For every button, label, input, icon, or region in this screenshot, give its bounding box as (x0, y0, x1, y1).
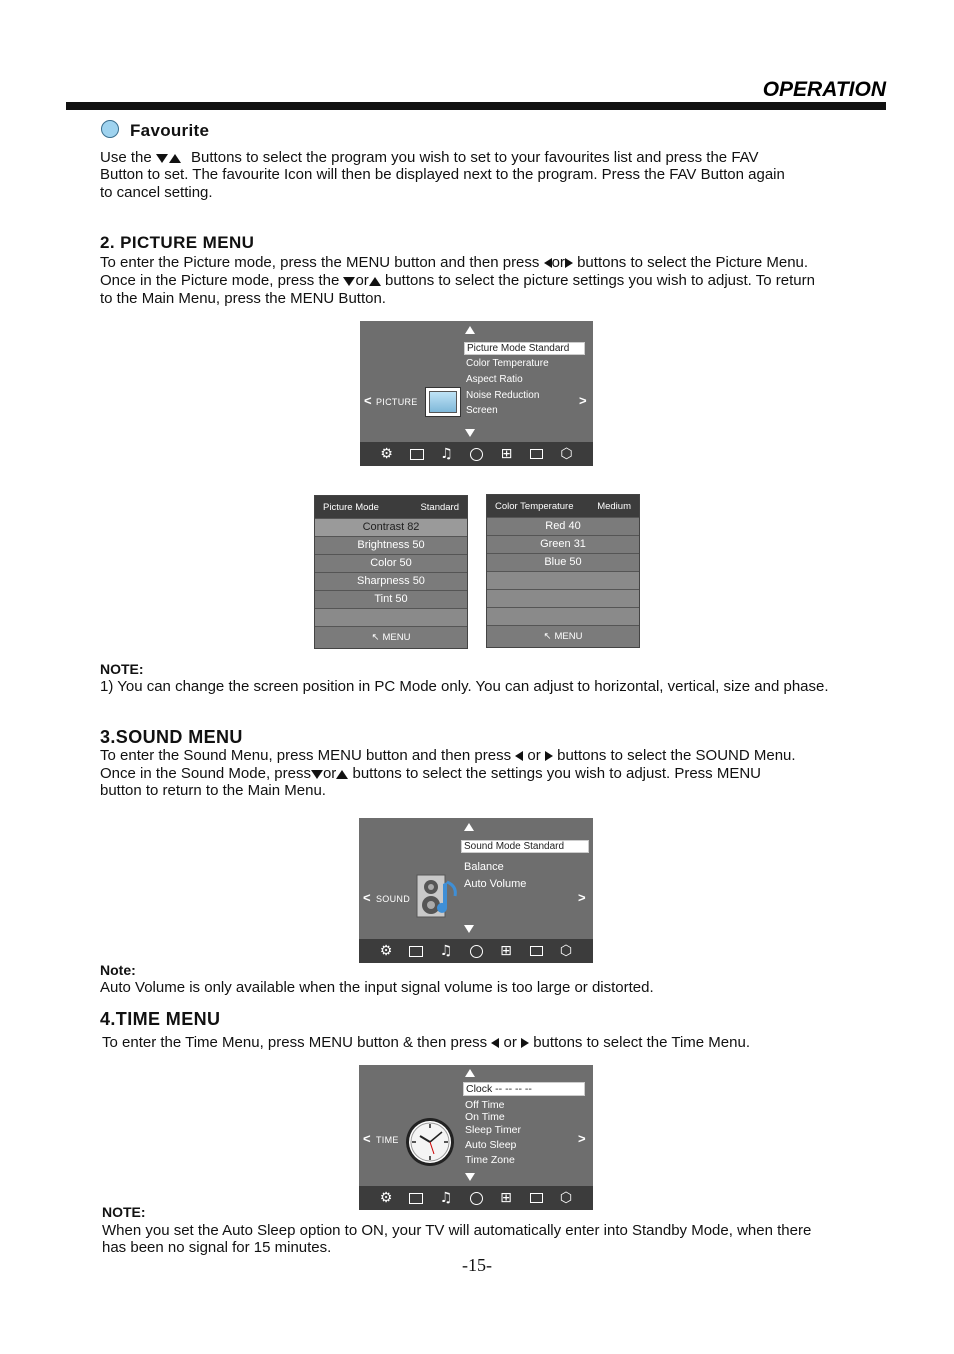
clock-icon[interactable] (466, 445, 487, 463)
osd-item[interactable]: Balance (464, 861, 504, 873)
picture-osd-panel (360, 321, 593, 466)
osd-item-selected[interactable]: Sound Mode Standard (461, 840, 589, 853)
lock-icon[interactable] (526, 942, 547, 960)
bullet-icon (101, 120, 119, 138)
sound-line-1 (100, 747, 796, 765)
submenu-row[interactable]: Contrast 82 (315, 518, 467, 536)
submenu-header-label: Picture Mode (323, 501, 379, 513)
sound-line-3: button to return to the Main Menu. (100, 782, 326, 799)
picture-mode-submenu (314, 495, 468, 649)
text-fragment: buttons to select the SOUND Menu. (557, 747, 796, 764)
page-header-title: OPERATION (762, 78, 886, 101)
time-osd-panel (359, 1065, 593, 1210)
submenu-row (315, 608, 467, 626)
submenu-row[interactable]: Blue 50 (487, 553, 639, 571)
picture-note-label: NOTE: (100, 661, 144, 677)
down-arrow-icon (343, 277, 355, 286)
osd-item[interactable]: Noise Reduction (466, 390, 540, 401)
up-arrow-icon (169, 154, 181, 163)
prev-icon: < (363, 890, 371, 905)
osd-item[interactable]: On Time (465, 1111, 505, 1123)
next-icon: > (578, 1131, 586, 1146)
submenu-row[interactable]: Sharpness 50 (315, 572, 467, 590)
favourite-line-1 (100, 149, 759, 167)
header-divider (66, 102, 886, 110)
osd-item-selected[interactable]: Clock -- -- -- -- (463, 1082, 585, 1096)
submenu-row (487, 571, 639, 589)
left-arrow-icon (491, 1038, 499, 1048)
right-arrow-icon (545, 751, 553, 761)
clock-icon[interactable] (466, 942, 487, 960)
page-number: -15- (462, 1255, 492, 1275)
text-fragment: To enter the Time Menu, press MENU button & then press (102, 1034, 488, 1051)
picture-menu-title: 2. PICTURE MENU (100, 233, 255, 252)
text-fragment: Once in the Picture mode, press the (100, 272, 340, 289)
submenu-header (487, 495, 639, 517)
text-fragment: Once in the Sound Mode, press (100, 765, 311, 782)
submenu-footer[interactable] (487, 625, 639, 647)
time-note-label: NOTE: (102, 1204, 146, 1220)
submenu-row[interactable]: Color 50 (315, 554, 467, 572)
lock-icon[interactable] (526, 1189, 547, 1207)
time-line-1 (102, 1034, 750, 1052)
cube-icon[interactable]: ⬡ (559, 1190, 573, 1206)
time-note-line-2: has been no signal for 15 minutes. (102, 1239, 332, 1256)
down-arrow-icon (465, 429, 475, 437)
gear-icon[interactable]: ⚙ (379, 1190, 393, 1206)
osd-item[interactable]: Color Temperature (466, 358, 549, 369)
osd-menu-bar (360, 442, 593, 466)
text-fragment: Buttons to select the program you wish to set to your favourites list and press the FAV (191, 149, 759, 166)
picture-line-2 (100, 272, 815, 290)
osd-item[interactable]: Sleep Timer (465, 1124, 522, 1136)
picture-line-1 (100, 254, 808, 272)
speaker-icon (411, 870, 463, 922)
picture-line-3: to the Main Menu, press the MENU Button. (100, 290, 386, 307)
up-arrow-icon (369, 277, 381, 286)
text-fragment: To enter the Picture mode, press the MENU button and then press (100, 254, 540, 271)
osd-menu-bar (359, 1186, 593, 1210)
favourite-line-2: Button to set. The favourite Icon will then be displayed next to the program. Press the FAV Button again (100, 166, 785, 183)
osd-item[interactable]: Auto Volume (464, 878, 527, 890)
lock-icon[interactable] (526, 445, 547, 463)
tv-icon[interactable] (406, 445, 427, 463)
submenu-header-label: Color Temperature (495, 500, 574, 512)
up-arrow-icon (465, 326, 475, 334)
submenu-row[interactable]: Tint 50 (315, 590, 467, 608)
down-arrow-icon (156, 154, 168, 163)
favourite-title: Favourite (130, 121, 210, 140)
left-arrow-icon (515, 751, 523, 761)
submenu-row[interactable]: Red 40 (487, 517, 639, 535)
next-icon: > (578, 890, 586, 905)
tv-icon[interactable] (406, 1189, 427, 1207)
time-note-line-1: When you set the Auto Sleep option to ON, your TV will automatically enter into Standby Mode, when there (102, 1222, 812, 1239)
sound-note-label: Note: (100, 962, 136, 978)
tv-icon[interactable] (406, 942, 427, 960)
osd-label: PICTURE (376, 397, 418, 407)
sound-line-2 (100, 765, 761, 783)
grid-icon[interactable]: ⊞ (500, 943, 512, 959)
sound-osd-panel (359, 818, 593, 963)
text-fragment: buttons to select the Time Menu. (533, 1034, 751, 1051)
sound-menu-title: 3.SOUND MENU (100, 727, 243, 747)
gear-icon[interactable]: ⚙ (379, 943, 393, 959)
text-fragment: Use the (100, 149, 152, 166)
return-icon: ↖ (371, 632, 380, 643)
clock-icon[interactable] (466, 1189, 487, 1207)
down-arrow-icon (311, 770, 323, 779)
right-arrow-icon (521, 1038, 529, 1048)
footer-label: MENU (554, 631, 583, 642)
text-fragment: buttons to select the settings you wish to adjust. Press MENU (352, 765, 762, 782)
right-arrow-icon (565, 258, 573, 268)
osd-item[interactable]: Auto Sleep (465, 1139, 517, 1151)
return-icon: ↖ (543, 631, 552, 642)
submenu-header (315, 496, 467, 518)
submenu-row[interactable]: Brightness 50 (315, 536, 467, 554)
cube-icon[interactable]: ⬡ (560, 446, 573, 462)
osd-menu-bar (359, 939, 593, 963)
submenu-footer[interactable] (315, 626, 467, 648)
prev-icon: < (363, 1131, 371, 1146)
grid-icon[interactable]: ⊞ (500, 446, 513, 462)
up-arrow-icon (465, 1069, 475, 1077)
music-icon[interactable]: ♫ (439, 943, 453, 959)
text-fragment: or (503, 1034, 517, 1051)
osd-item[interactable]: Time Zone (465, 1154, 515, 1166)
submenu-row (487, 607, 639, 625)
next-icon: > (579, 393, 587, 408)
prev-icon: < (364, 393, 372, 408)
music-icon[interactable]: ♫ (440, 446, 453, 462)
text-fragment: buttons to select the Picture Menu. (577, 254, 809, 271)
grid-icon[interactable]: ⊞ (500, 1190, 512, 1206)
submenu-row (487, 589, 639, 607)
cube-icon[interactable]: ⬡ (559, 943, 573, 959)
text-fragment: or (551, 254, 565, 271)
submenu-header-value: Medium (597, 500, 631, 512)
submenu-row[interactable]: Green 31 (487, 535, 639, 553)
osd-item[interactable]: Aspect Ratio (466, 374, 523, 385)
color-temperature-submenu (486, 494, 640, 648)
text-fragment: or (355, 272, 369, 289)
text-fragment: To enter the Sound Menu, press MENU button and then press (100, 747, 512, 764)
favourite-line-3: to cancel setting. (100, 184, 213, 201)
down-arrow-icon (464, 925, 474, 933)
time-menu-title: 4.TIME MENU (100, 1009, 221, 1029)
clock-face-icon (404, 1116, 456, 1168)
sound-note-text: Auto Volume is only available when the input signal volume is too large or distorted. (100, 979, 654, 996)
footer-label: MENU (382, 632, 411, 643)
text-fragment: or (322, 765, 337, 782)
text-fragment: or (527, 747, 541, 764)
submenu-header-value: Standard (420, 501, 459, 513)
gear-icon[interactable]: ⚙ (380, 446, 393, 462)
osd-item[interactable]: Screen (466, 405, 498, 416)
osd-label: TIME (376, 1135, 399, 1145)
osd-item-selected[interactable]: Picture Mode Standard (464, 342, 585, 355)
music-icon[interactable]: ♫ (439, 1190, 453, 1206)
picture-icon (425, 387, 461, 417)
osd-label: SOUND (376, 894, 411, 904)
up-arrow-icon (464, 823, 474, 831)
up-arrow-icon (336, 770, 348, 779)
picture-note-text: 1) You can change the screen position in PC Mode only. You can adjust to horizontal, vertical, size and phase. (100, 678, 829, 695)
left-arrow-icon (544, 258, 552, 268)
osd-item[interactable]: Off Time (465, 1099, 505, 1111)
text-fragment: buttons to select the picture settings you wish to adjust. To return (384, 272, 815, 289)
down-arrow-icon (465, 1173, 475, 1181)
